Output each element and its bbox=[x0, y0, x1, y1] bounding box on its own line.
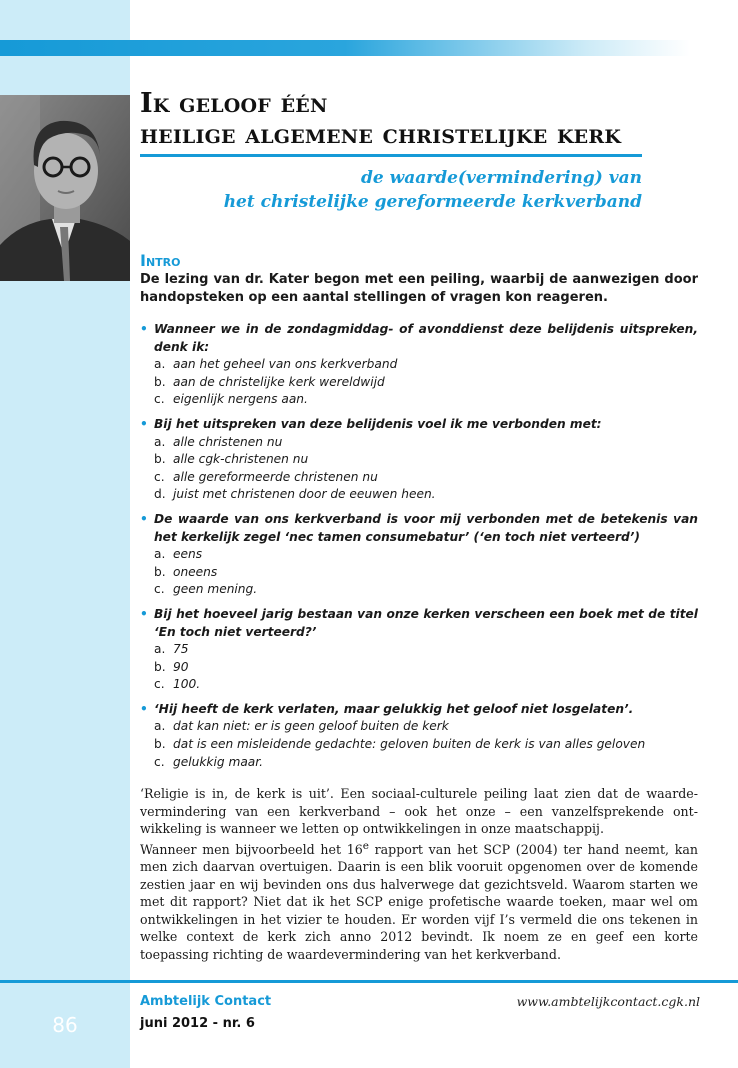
answer-option: a. eens bbox=[154, 547, 203, 562]
answer-option: a. dat kan niet: er is geen geloof buiten de kerk bbox=[154, 719, 449, 734]
bullet-icon: • bbox=[140, 606, 148, 621]
intro-text: De lezing van dr. Kater begon met een peiling, waarbij de aanwezigen door handopsteken op een aantal stellingen of vragen kon reageren. bbox=[140, 272, 698, 305]
answer-option: b. oneens bbox=[154, 564, 218, 579]
poll-question bbox=[140, 511, 698, 599]
article-title bbox=[140, 88, 640, 150]
author-photo bbox=[0, 95, 130, 281]
bullet-icon: • bbox=[140, 322, 148, 336]
answer-options bbox=[154, 434, 698, 504]
subtitle-line-2: het christelijke gereformeerde kerkverband bbox=[223, 192, 642, 212]
subtitle-line-1: de waarde(vermindering) van bbox=[360, 168, 642, 188]
title-line-1: Ik geloof één bbox=[140, 88, 328, 119]
poll-question bbox=[140, 701, 698, 771]
bullet-icon: • bbox=[140, 416, 148, 431]
answer-option: b. 90 bbox=[154, 659, 189, 674]
issue-info: juni 2012 - nr. 6 bbox=[140, 1016, 255, 1031]
answer-option: c. alle gereformeerde christenen nu bbox=[154, 469, 378, 484]
answer-options bbox=[154, 718, 698, 771]
poll-question bbox=[140, 606, 698, 694]
question-text: Bij het hoeveel jarig bestaan van onze kerken verscheen een boek met de titel ‘En toch niet verteerd?’ bbox=[154, 606, 698, 639]
body-sentence-1: ‘Religie is in, de kerk is uit’. Een sociaal-culturele peiling laat zien dat de waardevermindering van een kerkverband – ook het onze – een vanzelfsprekende ontwikkeling is wanneer we letten op ontwikkelingen in onze maatschappij. bbox=[140, 786, 698, 837]
answer-option: b. dat is een misleidende gedachte: geloven buiten de kerk is van alles geloven bbox=[154, 737, 646, 752]
question-text: De waarde van ons kerkverband is voor mij verbonden met de betekenis van het kerkelijk zegel ‘nec tamen consumebatur’ (‘en toch niet verteerd’) bbox=[154, 511, 698, 544]
answer-option: b. alle cgk-christenen nu bbox=[154, 452, 309, 467]
intro-heading: Intro bbox=[140, 251, 181, 270]
ordinal-superscript: e bbox=[362, 839, 369, 852]
title-line-2: heilige algemene christelijke kerk bbox=[140, 119, 622, 150]
poll-question bbox=[140, 321, 698, 409]
title-underline bbox=[140, 154, 642, 157]
answer-option: c. eigenlijk nergens aan. bbox=[154, 392, 308, 407]
author-photo-image bbox=[0, 95, 130, 281]
answer-options bbox=[154, 546, 698, 599]
website-url[interactable]: www.ambtelijkcontact.cgk.nl bbox=[516, 994, 700, 1009]
bullet-icon: • bbox=[140, 511, 148, 526]
answer-option: a. alle christenen nu bbox=[154, 434, 283, 449]
answer-option: c. geen mening. bbox=[154, 582, 258, 597]
question-text: ‘Hij heeft de kerk verlaten, maar gelukkig het geloof niet losgelaten’. bbox=[154, 701, 634, 716]
footer-rule bbox=[0, 980, 738, 983]
answer-option: c. 100. bbox=[154, 677, 201, 692]
answer-options bbox=[154, 356, 698, 409]
magazine-name: Ambtelijk Contact bbox=[140, 994, 272, 1009]
article-subtitle bbox=[200, 166, 642, 214]
answer-option: d. juist met christenen door de eeuwen heen. bbox=[154, 487, 436, 502]
poll-question bbox=[140, 416, 698, 504]
bullet-icon: • bbox=[140, 701, 148, 716]
article-content bbox=[140, 251, 698, 963]
question-text: Bij het uitspreken van deze belijdenis voel ik me verbonden met: bbox=[154, 416, 602, 431]
answer-option: a. aan het geheel van ons kerkverband bbox=[154, 357, 398, 372]
page-number: 86 bbox=[52, 1013, 78, 1037]
question-text: Wanneer we in de zondagmiddag- of avonddienst deze belijdenis uitspreken, denk ik: bbox=[154, 322, 698, 354]
answer-option: c. gelukkig maar. bbox=[154, 754, 264, 769]
body-paragraph: ‘Religie is in, de kerk is uit’. Een sociaal-culturele peiling laat zien dat de waardevermindering van een kerkverband – ook het onze – een vanzelfsprekende ontwikkeling is wanneer we letten op ontwikkelingen in onze maatschappij. Wanneer men bijvoorbeeld het 16e rapport van het SCP (2004) ter hand neemt, kan men zich daarvan overtuigen. Daarin is een blik vooruit opgenomen over de komende zestien jaar en wij bevinden ons dus halverwege dat gezichtsveld. Waarom starten we met dit rapport? Niet dat ik het SCP enige profetische waarde toeken, maar wel om ontwikkelingen in het vizier te houden. Er worden vijf I’s vermeld die ons tekenen in welke context de kerk zich anno 2012 bevindt. Ik noem ze en geef een korte toepassing richting de waardevermindering van het kerkverband. bbox=[140, 786, 698, 962]
answer-options bbox=[154, 641, 698, 694]
header-color-band bbox=[0, 40, 690, 56]
answer-option: a. 75 bbox=[154, 642, 189, 657]
answer-option: b. aan de christelijke kerk wereldwijd bbox=[154, 374, 385, 389]
poll-questions bbox=[140, 321, 698, 771]
